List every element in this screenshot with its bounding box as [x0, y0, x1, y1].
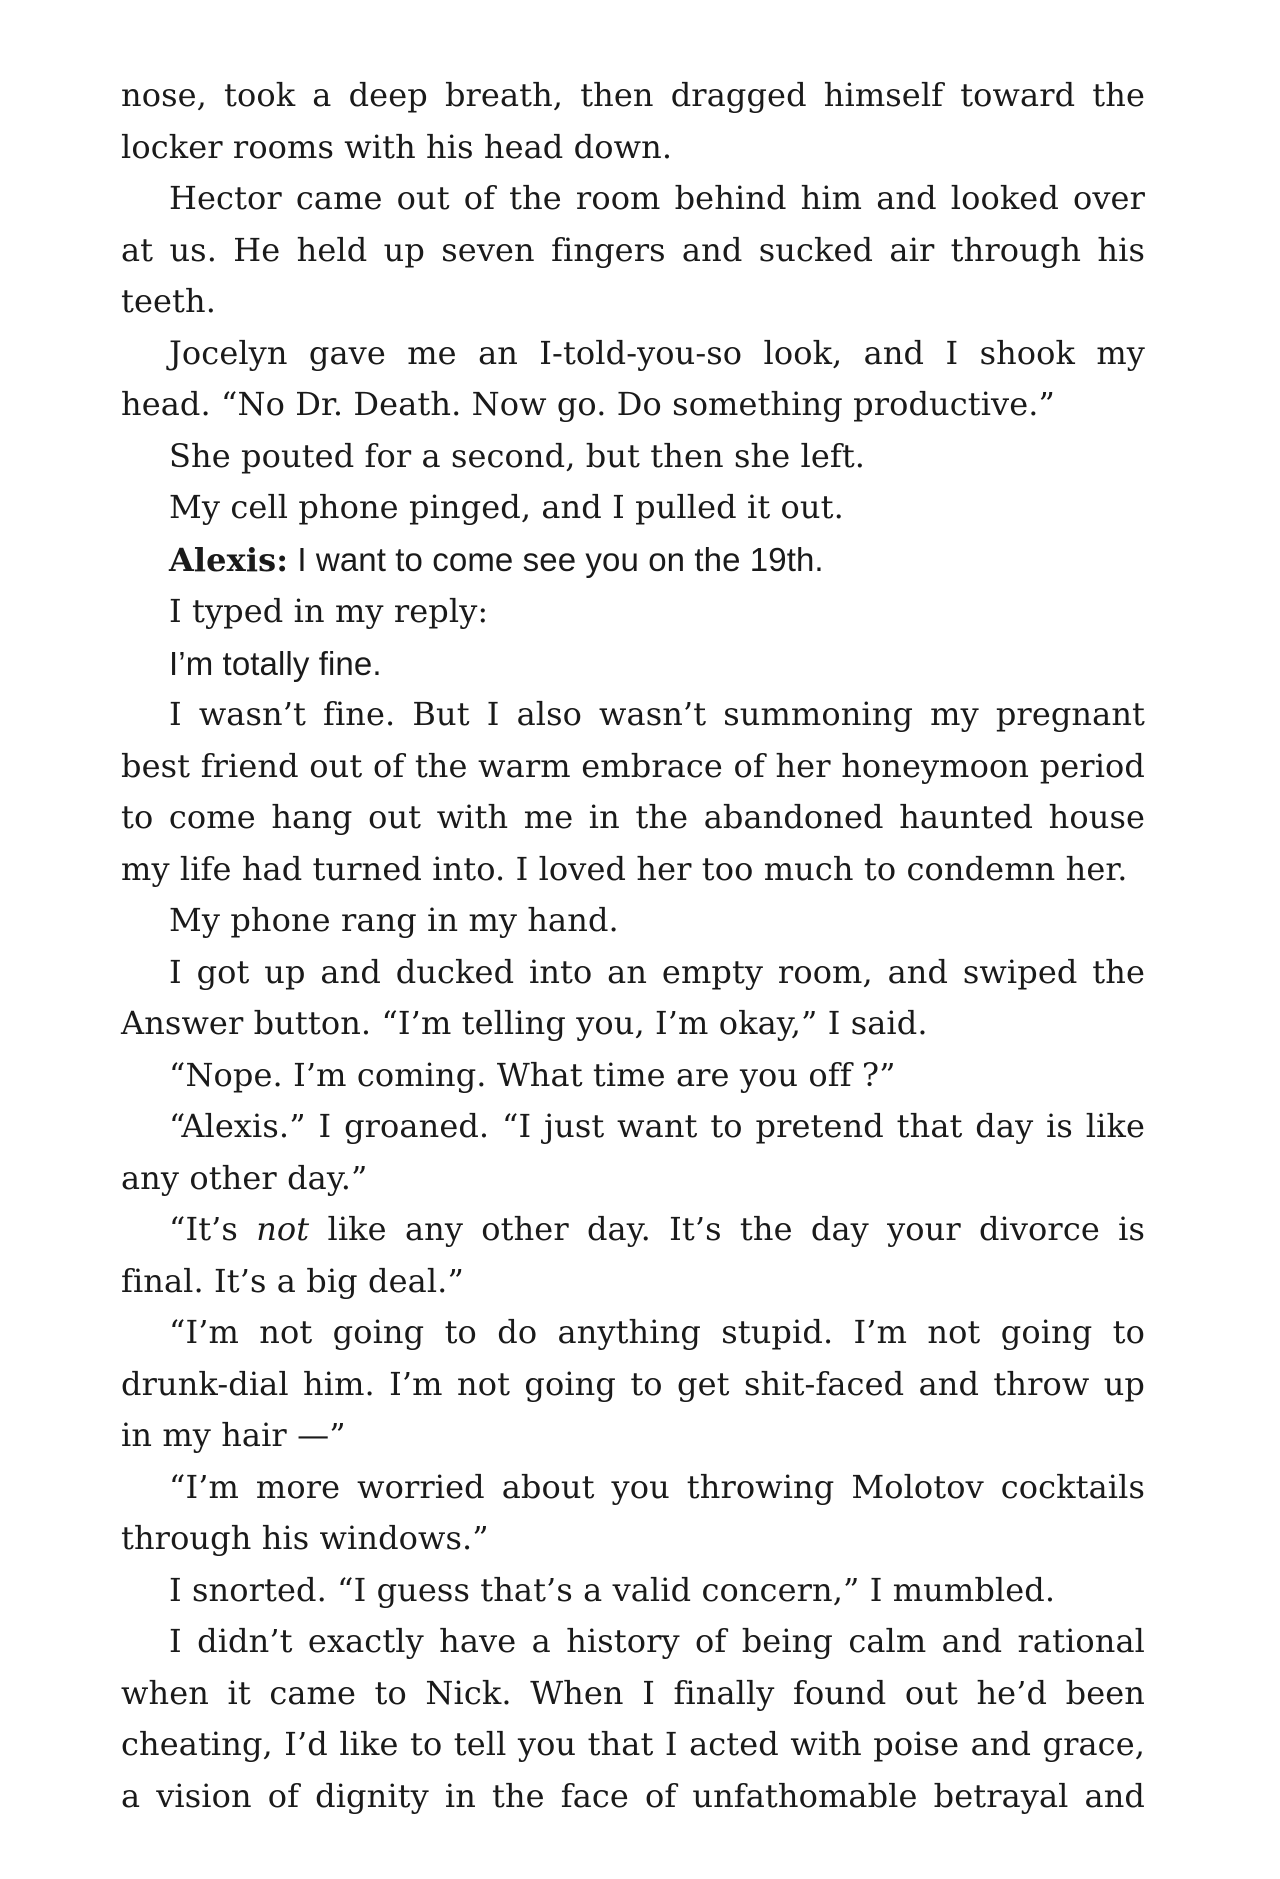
book-page [121, 70, 1145, 1822]
paragraph-7: I typed in my reply: [169, 592, 489, 630]
paragraph-4: She pouted for a second, but then she left. [169, 436, 866, 475]
paragraph-3: Jocelyn gave me an I-told-you-so look, and I shook my head. “No Dr. Death. Now go. Do something productive.” [121, 333, 1145, 423]
paragraph-11: I got up and ducked into an empty room, and swiped the Answer button. “I’m telling you, I’m okay,” I said. [121, 952, 1145, 1042]
message-sender: Alexis: [169, 540, 289, 579]
paragraph-5: My cell phone pinged, and I pulled it out. [169, 488, 844, 526]
text-message-received [121, 534, 1145, 587]
paragraph-13: “Alexis.” I groaned. “I just want to pretend that day is like any other day.” [121, 1107, 1145, 1197]
text-message-reply: I’m totally fine. [169, 644, 382, 682]
paragraph-2: Hector came out of the room behind him and looked over at us. He held up seven fingers and sucked air through his teeth. [121, 179, 1145, 320]
paragraph-1: nose, took a deep breath, then dragged himself toward the locker rooms with his head down. [121, 76, 1145, 166]
paragraph-17: I snorted. “I guess that’s a valid concern,” I mumbled. [169, 1570, 1056, 1609]
paragraph-10: My phone rang in my hand. [169, 901, 619, 939]
message-text: I want to come see you on the 19th. [288, 540, 824, 578]
paragraph-14-start: “It’s [169, 1210, 257, 1248]
paragraph-12: “Nope. I’m coming. What time are you off ?” [169, 1055, 896, 1094]
paragraph-14 [121, 1204, 1145, 1307]
paragraph-9: I wasn’t fine. But I also wasn’t summoning my pregnant best friend out of the warm embrace of her honeymoon period to come hang out with me in the abandoned haunted house my life had turned into. I loved her too much to condemn her. [121, 695, 1145, 888]
paragraph-18: I didn’t exactly have a history of being calm and rational when it came to Nick. When I finally found out he’d been cheating, I’d like to tell you that I acted with poise and grace, a vision of dignity in the face of unfathomable betrayal and [121, 1622, 1145, 1815]
paragraph-14-end: like any other day. It’s the day your divorce is final. It’s a big deal.” [121, 1210, 1145, 1300]
paragraph-16: “I’m more worried about you throwing Molotov cocktails through his windows.” [121, 1467, 1145, 1557]
paragraph-15: “I’m not going to do anything stupid. I’m not going to drunk-dial him. I’m not going to get shit-faced and throw up in my hair —” [121, 1313, 1145, 1454]
paragraph-14-emphasis: not [256, 1210, 310, 1248]
